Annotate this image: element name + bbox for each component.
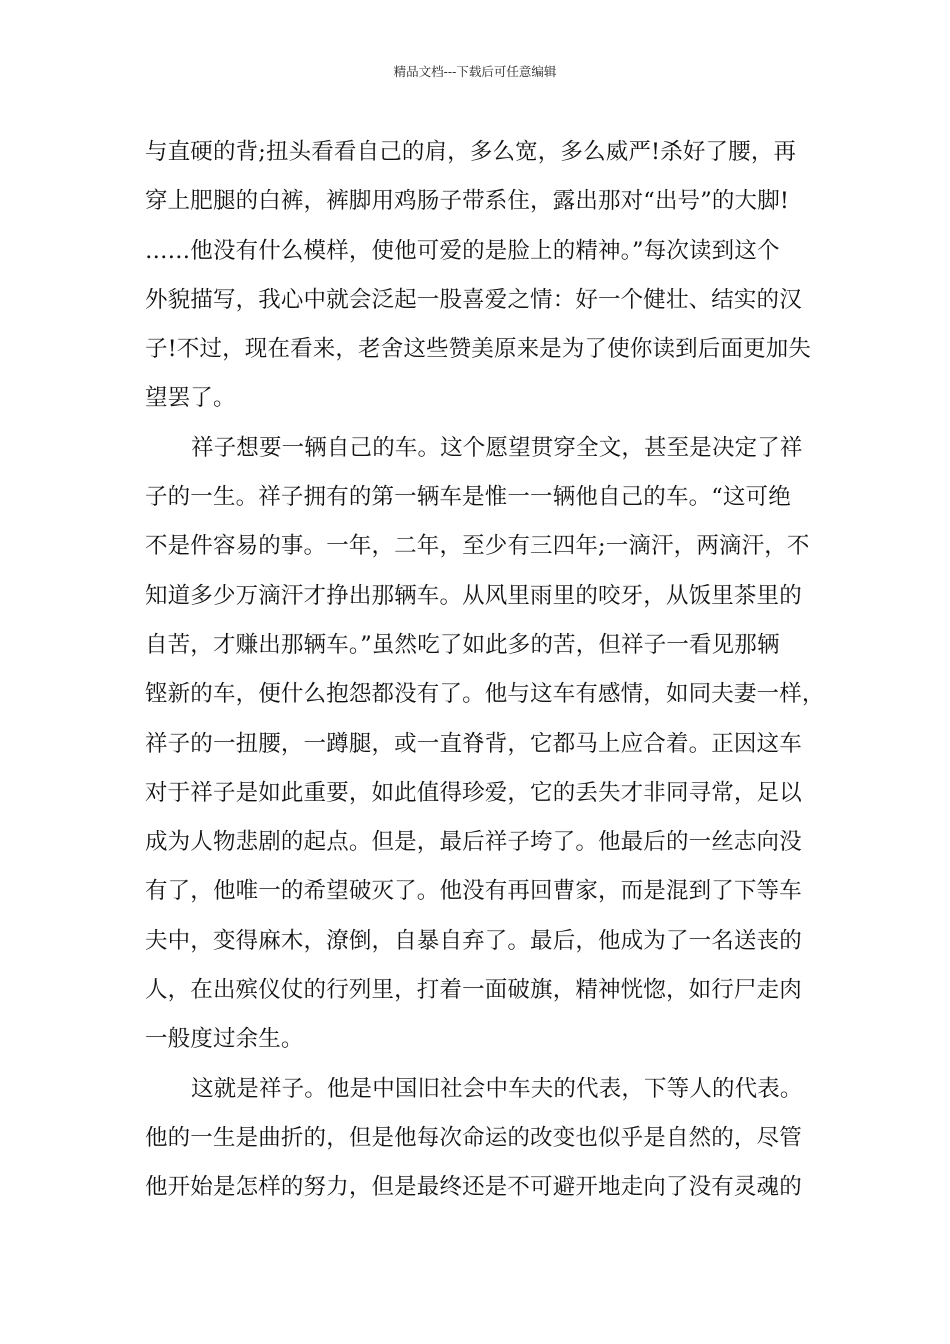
- text-line: 夫中，变得麻木，潦倒，自暴自弃了。最后，他成为了一名送丧的: [145, 927, 802, 954]
- text-line: 外貌描写，我心中就会泛起一股喜爱之情：好一个健壮、结实的汉: [145, 286, 802, 313]
- text-line: 他开始是怎样的努力，但是最终还是不可避开地走向了没有灵魂的: [145, 1174, 802, 1201]
- text-line: ……他没有什么模样，使他可爱的是脸上的精神。”每次读到这个: [145, 237, 780, 264]
- text-line: 子的一生。祥子拥有的第一辆车是惟一一辆他自己的车。“这可绝: [145, 484, 791, 511]
- text-line: 这就是祥子。他是中国旧社会中车夫的代表，下等人的代表。: [191, 1075, 803, 1102]
- text-line: 知道多少万滴汗才挣出那辆车。从风里雨里的咬牙，从饭里茶里的: [145, 582, 802, 609]
- page-header: 精品文档---下载后可任意编辑: [393, 64, 557, 79]
- text-line: 铿新的车，便什么抱怨都没有了。他与这车有感情，如同夫妻一样，: [145, 681, 825, 708]
- document-body: [145, 128, 825, 1213]
- text-line: 子!不过，现在看来，老舍这些赞美原来是为了使你读到后面更加失: [145, 336, 812, 363]
- text-line: 与直硬的背;扭头看看自己的肩，多么宽，多么威严!杀好了腰，再: [145, 139, 797, 165]
- text-line: 自苦，才赚出那辆车。”虽然吃了如此多的苦，但祥子一看见那辆: [145, 631, 780, 658]
- text-line: 有了，他唯一的希望破灭了。他没有再回曹家，而是混到了下等车: [145, 878, 802, 905]
- text-line: 祥子想要一辆自己的车。这个愿望贯穿全文，甚至是决定了祥: [191, 434, 803, 461]
- text-line: 对于祥子是如此重要，如此值得珍爱，它的丢失才非同寻常，足以: [145, 779, 802, 806]
- text-line: 不是件容易的事。一年，二年，至少有三四年;一滴汗，两滴汗，不: [145, 533, 810, 560]
- text-line: 成为人物悲剧的起点。但是，最后祥子垮了。他最后的一丝志向没: [145, 829, 802, 856]
- text-line: 一般度过余生。: [145, 1026, 304, 1053]
- text-line: 穿上肥腿的白裤，裤脚用鸡肠子带系住，露出那对“出号”的大脚!: [145, 188, 790, 215]
- text-line: 人，在出殡仪仗的行列里，打着一面破旗，精神恍惚，如行尸走肉: [145, 977, 802, 1004]
- text-line: 他的一生是曲折的，但是他每次命运的改变也似乎是自然的，尽管: [145, 1124, 802, 1151]
- text-line: 祥子的一扭腰，一蹲腿，或一直脊背，它都马上应合着。正因这车: [145, 730, 802, 757]
- text-line: 望罢了。: [145, 385, 236, 412]
